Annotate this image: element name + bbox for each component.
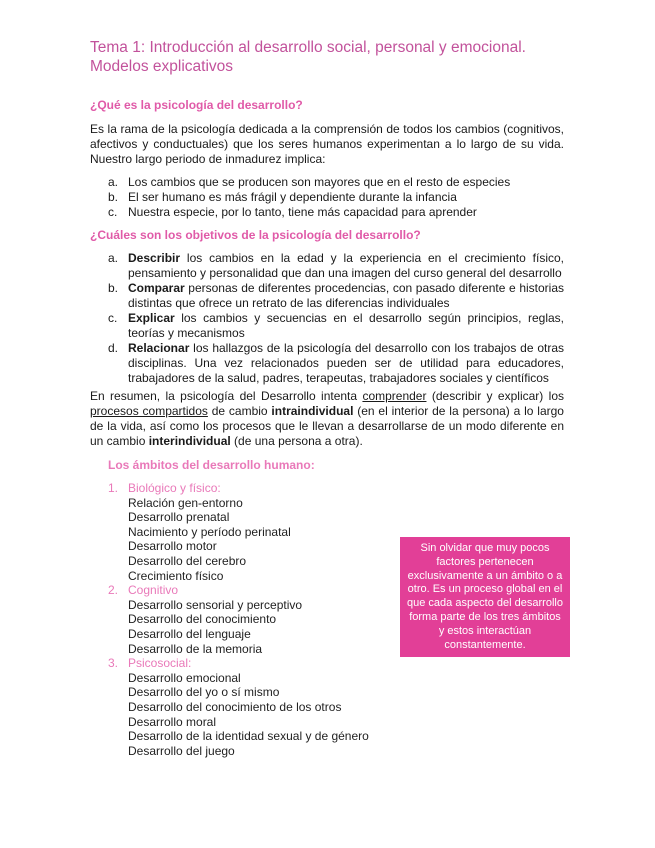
list-item: c. Explicar los cambios y secuencias en el desarrollo según principios, reglas, teorías y mecanismos (108, 311, 564, 340)
category-psicosocial: 3. Psicosocial: (108, 656, 192, 671)
list-item: Desarrollo del conocimiento de los otros (128, 699, 342, 714)
title-line-2: Modelos explicativos (90, 58, 234, 75)
callout-box: Sin olvidar que muy pocos factores pertenecen exclusivamente a un ámbito o a otro. Es un proceso global en el que cada aspecto del desarrollo forma parte de los tres ámbitos y estos interactúan constantemente. (400, 537, 570, 657)
list-item: Desarrollo del lenguaje (128, 626, 251, 641)
list-item: Desarrollo sensorial y perceptivo (128, 597, 303, 612)
list-item: Relación gen-entorno (128, 495, 243, 510)
list-item: Desarrollo moral (128, 714, 217, 729)
list-item: a. Los cambios que se producen son mayores que en el resto de especies (108, 175, 511, 189)
list-item: a. Describir los cambios en la edad y la experiencia en el crecimiento físico, pensamiento y personalidad que dan una imagen del curso general del desarrollo (108, 251, 564, 280)
list-item: d. Relacionar los hallazgos de la psicología del desarrollo con los trabajos de otras disciplinas. Una vez relacionados pueden ser de utilidad para educadores, trabajadores de la salud, padres, terapeutas, trabajadores sociales y científicos (108, 341, 564, 385)
implications-list (108, 175, 564, 220)
category-biologico: 1. Biológico y físico: (108, 481, 221, 495)
list-item: Desarrollo del juego (128, 743, 235, 758)
page-title (90, 38, 570, 76)
summary-paragraph: En resumen, la psicología del Desarrollo intenta comprender (describir y explicar) los procesos compartidos de cambio intraindividual (en el interior de la persona) a lo largo de la vida, así como los procesos que le llevan a desarrollarse de un modo diferente en un cambio interindividual (de una persona a otra). (90, 389, 564, 448)
title-line-1: Tema 1: Introducción al desarrollo social, personal y emocional. (90, 39, 526, 56)
list-item: Desarrollo motor (128, 539, 217, 554)
list-item: b. Comparar personas de diferentes procedencias, con pasado diferente e historias distintas que ofrece un retrato de las diferencias individuales (108, 281, 564, 310)
list-item: Desarrollo del yo o sí mismo (128, 685, 280, 700)
list-item: Desarrollo emocional (128, 670, 241, 685)
list-item: Desarrollo de la identidad sexual y de género (128, 729, 369, 744)
list-item: Desarrollo del conocimiento (128, 612, 277, 627)
category-cognitivo: 2. Cognitivo (108, 583, 179, 598)
list-item: c. Nuestra especie, por lo tanto, tiene más capacidad para aprender (108, 205, 477, 219)
section-heading-objetivos: ¿Cuáles son los objetivos de la psicología del desarrollo? (90, 228, 421, 242)
list-item: Desarrollo prenatal (128, 510, 230, 525)
list-item: b. El ser humano es más frágil y dependiente durante la infancia (108, 190, 457, 204)
list-item: Desarrollo de la memoria (128, 641, 263, 656)
ambitos-list (108, 481, 408, 758)
list-item: Nacimiento y período perinatal (128, 524, 291, 539)
ambitos-heading: Los ámbitos del desarrollo humano: (108, 458, 315, 472)
objectives-list (108, 251, 564, 386)
list-item: Crecimiento físico (128, 568, 224, 583)
list-item: Desarrollo del cerebro (128, 553, 247, 568)
section-heading-que-es: ¿Qué es la psicología del desarrollo? (90, 98, 303, 112)
intro-paragraph: Es la rama de la psicología dedicada a la comprensión de todos los cambios (cognitivos, afectivos y conductuales) que los seres humanos experimentan a lo largo de su vida. Nuestro largo periodo de inmadurez implica: (90, 122, 564, 166)
